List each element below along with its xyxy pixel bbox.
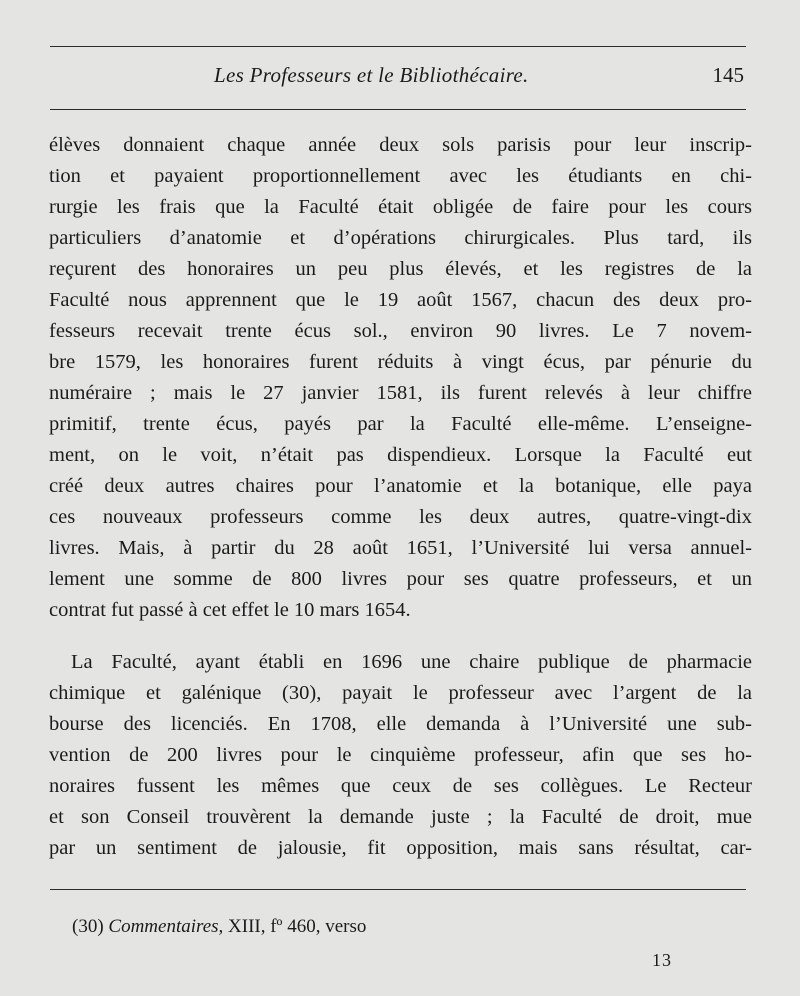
page-number: 145: [712, 63, 744, 87]
text-line: ment, on le voit, n’était pas dispendieux. Lorsque la Faculté eut: [49, 444, 752, 466]
text-line: La Faculté, ayant établi en 1696 une chaire publique de pharmacie: [71, 651, 752, 673]
paragraph-2: [49, 647, 752, 864]
footnote-title: Commentaires,: [108, 916, 224, 937]
text-line: créé deux autres chaires pour l’anatomie et la botanique, elle paya: [49, 475, 752, 497]
text-line: noraires fussent les mêmes que ceux de ses collègues. Le Recteur: [49, 775, 752, 797]
running-title: Les Professeurs et le Bibliothécaire.: [214, 63, 529, 87]
footnote-rule: [50, 889, 746, 890]
text-line: Faculté nous apprennent que le 19 août 1567, chacun des deux pro-: [49, 289, 752, 311]
text-line: bourse des licenciés. En 1708, elle demanda à l’Université une sub-: [49, 713, 752, 735]
signature-mark: 13: [652, 950, 672, 970]
text-line: numéraire ; mais le 27 janvier 1581, ils furent relevés à leur chiffre: [49, 382, 752, 404]
text-line: chimique et galénique (30), payait le professeur avec l’argent de la: [49, 682, 752, 704]
text-line: reçurent des honoraires un peu plus élevés, et les registres de la: [49, 258, 752, 280]
text-line: et son Conseil trouvèrent la demande juste ; la Faculté de droit, mue: [49, 806, 752, 828]
text-line: vention de 200 livres pour le cinquième professeur, afin que ses ho-: [49, 744, 752, 766]
footnote-reference: XIII, fº 460, verso: [228, 916, 367, 937]
paragraph-spacing: [49, 626, 752, 647]
text-line: rurgie les frais que la Faculté était obligée de faire pour les cours: [49, 196, 752, 218]
header-top-rule: [50, 46, 746, 47]
text-line: primitif, trente écus, payés par la Faculté elle-même. L’enseigne-: [49, 413, 752, 435]
text-line: fesseurs recevait trente écus sol., environ 90 livres. Le 7 novem-: [49, 320, 752, 342]
text-line: lement une somme de 800 livres pour ses quatre professeurs, et un: [49, 568, 752, 590]
text-line: livres. Mais, à partir du 28 août 1651, l’Université lui versa annuel-: [49, 537, 752, 559]
paragraph-1: [49, 130, 752, 626]
text-line: par un sentiment de jalousie, fit opposition, mais sans résultat, car-: [49, 837, 752, 859]
text-line: élèves donnaient chaque année deux sols parisis pour leur inscrip-: [49, 134, 752, 156]
text-line: bre 1579, les honoraires furent réduits à vingt écus, par pénurie du: [49, 351, 752, 373]
footnote: [72, 916, 366, 938]
text-line: tion et payaient proportionnellement avec les étudiants en chi-: [49, 165, 752, 187]
running-head: [50, 63, 746, 91]
text-line: particuliers d’anatomie et d’opérations chirurgicales. Plus tard, ils: [49, 227, 752, 249]
header-bottom-rule: [50, 109, 746, 110]
text-line: ces nouveaux professeurs comme les deux autres, quatre-vingt-dix: [49, 506, 752, 528]
text-line: contrat fut passé à cet effet le 10 mars 1654.: [49, 599, 411, 621]
footnote-number: (30): [72, 916, 104, 937]
body-text: [49, 130, 752, 864]
